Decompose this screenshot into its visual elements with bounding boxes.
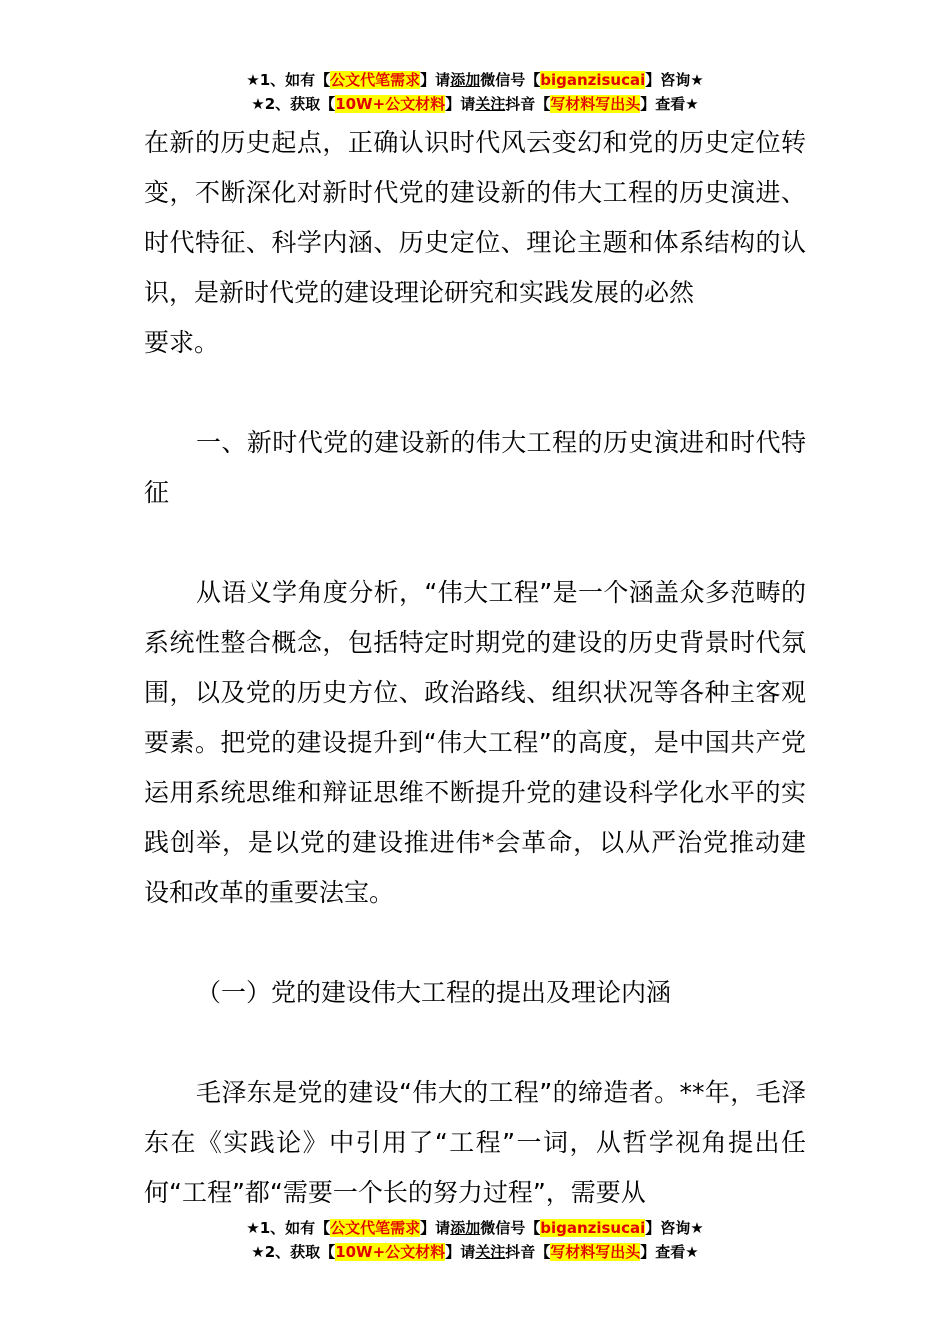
intro-paragraph-end: 要求。 xyxy=(144,328,220,357)
banner-text: ★2、获取【 xyxy=(251,95,336,113)
banner-text: ★1、如有【 xyxy=(246,1219,331,1237)
highlight-service: 公文代笔需求 xyxy=(330,1219,421,1237)
intro-paragraph: 在新的历史起点，正确认识时代风云变幻和党的历史定位转变，不断深化对新时代党的建设新的伟大工程的历史演进、时代特征、科学内涵、历史定位、理论主题和体系结构的认识，是新时代党的建设理论研究和实践发展的必然 xyxy=(144,128,806,307)
banner-text-underlined: 添加 xyxy=(450,1219,481,1237)
banner-text: 】请 xyxy=(420,71,451,89)
highlight-materials: 10W+公文材料 xyxy=(335,95,446,113)
banner-text: ★2、获取【 xyxy=(251,1243,336,1261)
banner-text: 】咨询★ xyxy=(645,71,704,89)
banner-line-1 xyxy=(0,68,950,92)
highlight-douyin: 写材料写出头 xyxy=(550,1243,641,1261)
banner-text: 微信号【 xyxy=(480,71,541,89)
header-banner xyxy=(0,68,950,116)
highlight-service: 公文代笔需求 xyxy=(330,71,421,89)
banner-text: 】咨询★ xyxy=(645,1219,704,1237)
banner-text: 】查看★ xyxy=(640,95,699,113)
banner-text-underlined: 关注 xyxy=(475,1243,506,1261)
banner-text-underlined: 添加 xyxy=(450,71,481,89)
banner-line-2 xyxy=(0,92,950,116)
banner-text: 】请 xyxy=(445,95,476,113)
banner-text: 】请 xyxy=(445,1243,476,1261)
banner-text: 抖音【 xyxy=(505,1243,551,1261)
body-paragraph-2: 毛泽东是党的建设“伟大的工程”的缔造者。**年，毛泽东在《实践论》中引用了“工程”一词，从哲学视角提出任何“工程”都“需要一个长的努力过程”，需要从 xyxy=(144,1078,806,1207)
document-body xyxy=(144,118,806,1218)
banner-text: 抖音【 xyxy=(505,95,551,113)
highlight-douyin: 写材料写出头 xyxy=(550,95,641,113)
section-heading-2: （一）党的建设伟大工程的提出及理论内涵 xyxy=(196,978,672,1007)
banner-line-2 xyxy=(0,1240,950,1264)
highlight-materials: 10W+公文材料 xyxy=(335,1243,446,1261)
footer-banner xyxy=(0,1216,950,1264)
highlight-wechat-id: biganzisucai xyxy=(540,1219,646,1237)
body-paragraph-1: 从语义学角度分析，“伟大工程”是一个涵盖众多范畴的系统性整合概念，包括特定时期党的建设的历史背景时代氛围，以及党的历史方位、政治路线、组织状况等各种主客观要素。把党的建设提升到“伟大工程”的高度，是中国共产党运用系统思维和辩证思维不断提升党的建设科学化水平的实践创举，是以党的建设推进伟*会革命，以从严治党推动建设和改革的重要法宝。 xyxy=(144,578,806,907)
banner-text-underlined: 关注 xyxy=(475,95,506,113)
banner-line-1 xyxy=(0,1216,950,1240)
banner-text: 微信号【 xyxy=(480,1219,541,1237)
banner-text: ★1、如有【 xyxy=(246,71,331,89)
highlight-wechat-id: biganzisucai xyxy=(540,71,646,89)
banner-text: 】请 xyxy=(420,1219,451,1237)
section-heading-1: 一、新时代党的建设新的伟大工程的历史演进和时代特征 xyxy=(144,428,806,507)
banner-text: 】查看★ xyxy=(640,1243,699,1261)
